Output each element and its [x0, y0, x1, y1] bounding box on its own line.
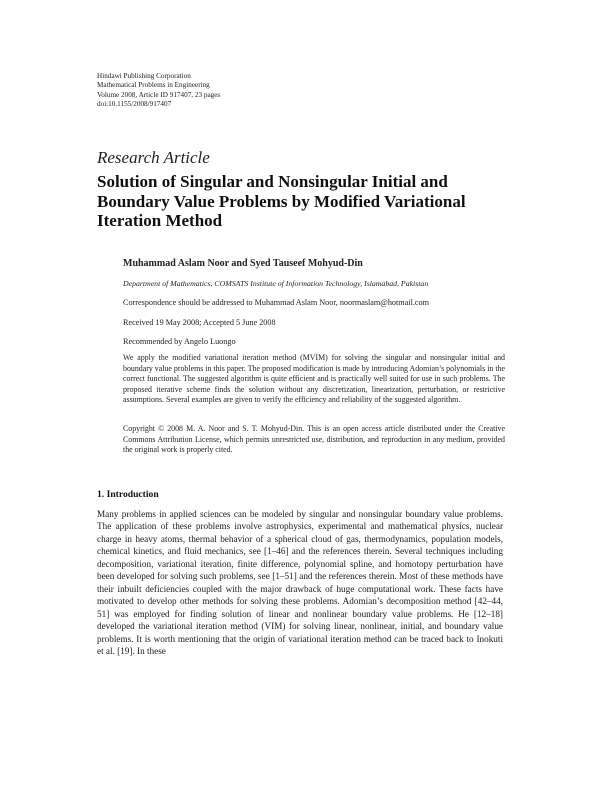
publisher-name: Hindawi Publishing Corporation — [97, 72, 191, 80]
affiliation: Department of Mathematics, COMSATS Institute of Information Technology, Islamabad, Pakistan — [123, 279, 429, 288]
journal-name: Mathematical Problems in Engineering — [97, 81, 210, 90]
section-heading-introduction: 1. Introduction — [97, 489, 159, 500]
recommended-by: Recommended by Angelo Luongo — [123, 337, 236, 346]
journal-header — [97, 72, 397, 110]
abstract: We apply the modified variational iteration method (MVIM) for solving the singular and nonsingular initial and boundary value problems in this paper. The proposed modification is made by introducing Adomian’s polynomials in the correct functional. The suggested algorithm is quite efficient and is practically well suited for use in such problems. The proposed iterative scheme finds the solution without any discretization, linearization, perturbation, or restrictive assumptions. Several examples are given to verify the efficiency and reliability of the suggested algorithm. — [123, 353, 505, 405]
author-list: Muhammad Aslam Noor and Syed Tauseef Mohyud-Din — [123, 258, 363, 269]
volume-info: Volume 2008, Article ID 917407, 23 pages — [97, 90, 221, 99]
doi: doi:10.1155/2008/917407 — [97, 100, 172, 109]
received-dates: Received 19 May 2008; Accepted 5 June 2008 — [123, 318, 276, 327]
article-type: Research Article — [97, 148, 210, 167]
copyright-notice: Copyright © 2008 M. A. Noor and S. T. Mohyud-Din. This is an open access article distributed under the Creative Commons Attribution License, which permits unrestricted use, distribution, and reproduction in any medium, provided the original work is properly cited. — [123, 424, 505, 455]
article-title: Solution of Singular and Nonsingular Initial and Boundary Value Problems by Modified Variational Iteration Method — [97, 172, 466, 230]
introduction-paragraph: Many problems in applied sciences can be modeled by singular and nonsingular boundary value problems. The application of these problems involve astrophysics, experimental and mathematical physics, nuclear charge in heavy atoms, thermal behavior of a spherical cloud of gas, thermodynamics, population models, chemical kinetics, and fluid mechanics, see [1–46] and the references therein. Several techniques including decomposition, variational iteration, finite difference, polynomial spline, and homotopy perturbation have been developed for solving such problems, see [1–51] and the references therein. Most of these methods have their inbuilt deficiencies coupled with the major drawback of huge computational work. These facts have motivated to develop other methods for solving these problems. Adomian’s decomposition method [42–44, 51] was employed for finding solution of linear and nonlinear boundary value problems. He [12–18] developed the variational iteration method (VIM) for solving linear, nonlinear, initial, and boundary value problems. It is worth mentioning that the origin of variational iteration method can be traced back to Inokuti et al. [19]. In these — [97, 509, 503, 656]
correspondence: Correspondence should be addressed to Muhammad Aslam Noor, noormaslam@hotmail.com — [123, 298, 429, 307]
